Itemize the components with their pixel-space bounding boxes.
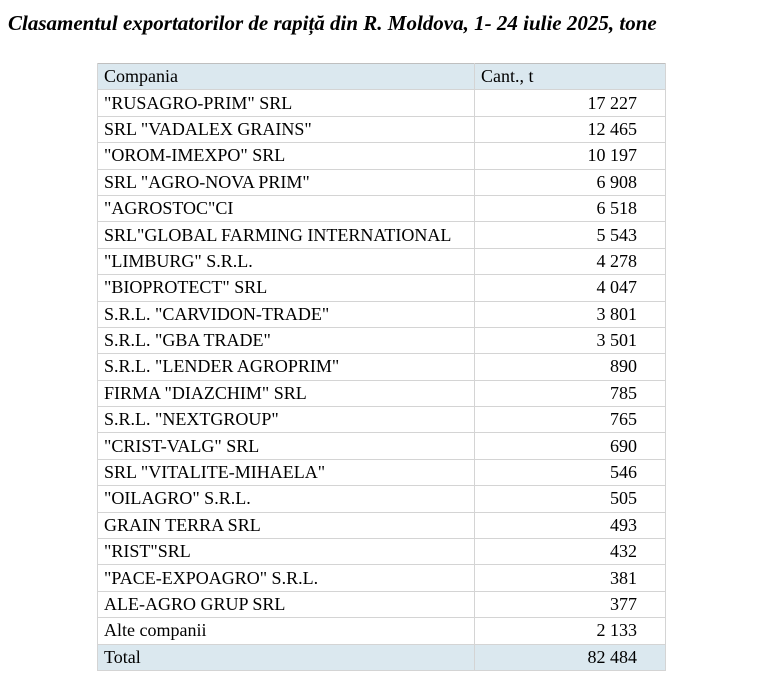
table-row (98, 565, 666, 591)
company-cell: S.R.L. "LENDER AGROPRIM" (98, 354, 475, 380)
quantity-cell: 381 (475, 565, 666, 591)
company-cell: "OILAGRO" S.R.L. (98, 486, 475, 512)
company-cell: "OROM-IMEXPO" SRL (98, 143, 475, 169)
table-row (98, 380, 666, 406)
quantity-cell: 3 801 (475, 301, 666, 327)
quantity-cell: 10 197 (475, 143, 666, 169)
quantity-cell: 690 (475, 433, 666, 459)
table-row (98, 459, 666, 485)
table-row (98, 327, 666, 353)
quantity-cell: 432 (475, 539, 666, 565)
quantity-cell: 3 501 (475, 327, 666, 353)
total-quantity: 82 484 (475, 644, 666, 670)
table-row (98, 116, 666, 142)
quantity-cell: 6 908 (475, 169, 666, 195)
quantity-cell: 5 543 (475, 222, 666, 248)
quantity-cell: 377 (475, 591, 666, 617)
exporters-table (97, 63, 666, 671)
company-cell: FIRMA "DIAZCHIM" SRL (98, 380, 475, 406)
quantity-cell: 765 (475, 407, 666, 433)
quantity-cell: 17 227 (475, 90, 666, 116)
table-row (98, 90, 666, 116)
company-cell: S.R.L. "CARVIDON-TRADE" (98, 301, 475, 327)
page-title: Clasamentul exportatorilor de rapiță din R. Moldova, 1- 24 iulie 2025, tone (8, 11, 657, 35)
company-cell: GRAIN TERRA SRL (98, 512, 475, 538)
quantity-cell: 4 047 (475, 275, 666, 301)
quantity-cell: 505 (475, 486, 666, 512)
table-row (98, 433, 666, 459)
total-label: Total (98, 644, 475, 670)
company-cell: SRL "AGRO-NOVA PRIM" (98, 169, 475, 195)
quantity-cell: 6 518 (475, 195, 666, 221)
table-row (98, 195, 666, 221)
table-row (98, 539, 666, 565)
column-header-company: Compania (98, 64, 475, 90)
quantity-cell: 890 (475, 354, 666, 380)
table-row (98, 248, 666, 274)
quantity-cell: 546 (475, 459, 666, 485)
quantity-cell: 12 465 (475, 116, 666, 142)
table-row (98, 618, 666, 644)
quantity-cell: 2 133 (475, 618, 666, 644)
quantity-cell: 4 278 (475, 248, 666, 274)
quantity-cell: 785 (475, 380, 666, 406)
company-cell: Alte companii (98, 618, 475, 644)
table-row (98, 143, 666, 169)
company-cell: "LIMBURG" S.R.L. (98, 248, 475, 274)
table-row (98, 591, 666, 617)
table-body (98, 64, 666, 671)
table-row (98, 486, 666, 512)
company-cell: S.R.L. "NEXTGROUP" (98, 407, 475, 433)
company-cell: S.R.L. "GBA TRADE" (98, 327, 475, 353)
company-cell: "BIOPROTECT" SRL (98, 275, 475, 301)
company-cell: ALE-AGRO GRUP SRL (98, 591, 475, 617)
table-row (98, 275, 666, 301)
column-header-quantity: Cant., t (475, 64, 666, 90)
quantity-cell: 493 (475, 512, 666, 538)
company-cell: "PACE-EXPOAGRO" S.R.L. (98, 565, 475, 591)
table-row (98, 354, 666, 380)
table-row (98, 512, 666, 538)
company-cell: SRL"GLOBAL FARMING INTERNATIONAL (98, 222, 475, 248)
table-row (98, 222, 666, 248)
table-row (98, 301, 666, 327)
table-row (98, 407, 666, 433)
table-header-row (98, 64, 666, 90)
company-cell: "RIST"SRL (98, 539, 475, 565)
company-cell: "RUSAGRO-PRIM" SRL (98, 90, 475, 116)
company-cell: SRL "VADALEX GRAINS" (98, 116, 475, 142)
company-cell: "AGROSTOC"CI (98, 195, 475, 221)
company-cell: SRL "VITALITE-MIHAELA" (98, 459, 475, 485)
company-cell: "CRIST-VALG" SRL (98, 433, 475, 459)
total-row (98, 644, 666, 670)
table-row (98, 169, 666, 195)
